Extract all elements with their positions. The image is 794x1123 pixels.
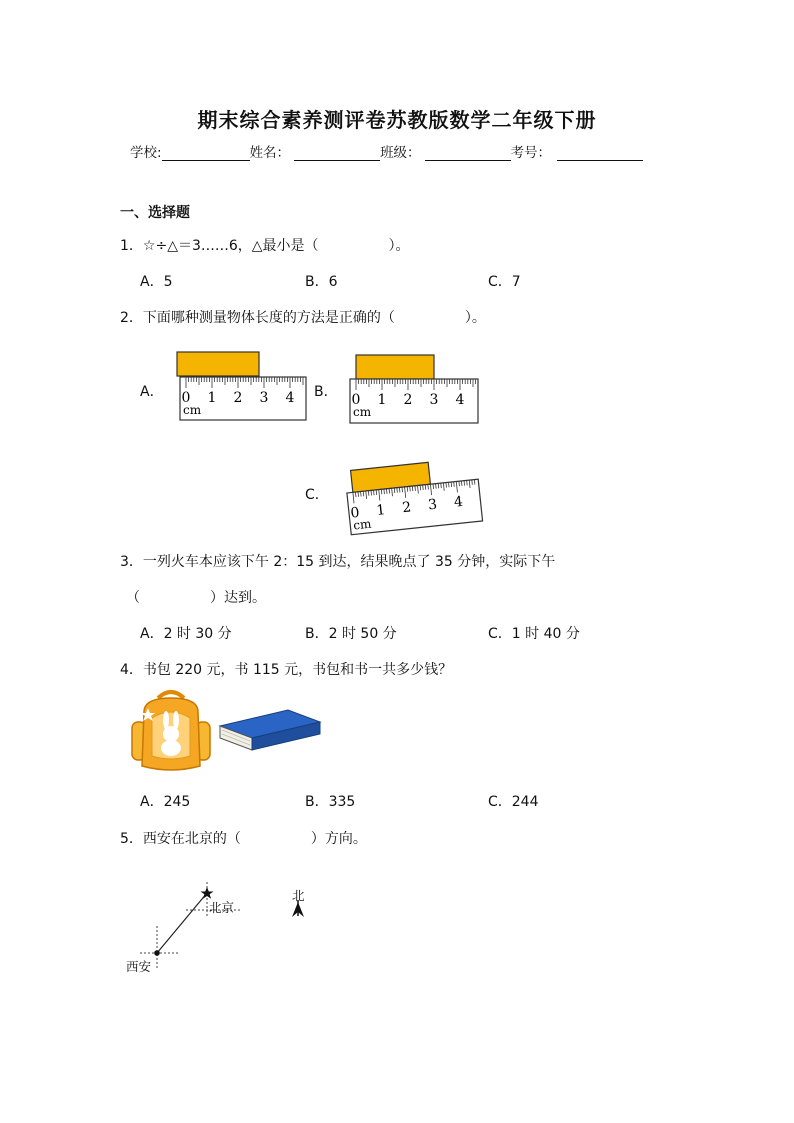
ruler-tick <box>423 485 424 490</box>
ruler-number: 3 <box>259 390 269 406</box>
ruler-tick <box>461 481 462 486</box>
ruler-tick <box>386 489 387 494</box>
ruler-number: 2 <box>401 499 413 517</box>
ruler-tick <box>402 487 403 492</box>
ruler-figure-c <box>344 460 484 534</box>
ruler-tick <box>425 485 426 490</box>
ruler-number: 2 <box>403 392 413 408</box>
q1-option-a[interactable]: A．5 <box>140 274 173 290</box>
ruler-tick <box>415 486 416 491</box>
ruler-number: 2 <box>233 390 243 406</box>
ruler-tick <box>472 480 473 485</box>
ruler-number: 4 <box>285 390 295 406</box>
ruler-tick <box>446 483 447 488</box>
ruler-number: 4 <box>455 392 465 408</box>
ruler-tick <box>436 484 437 489</box>
number-blank[interactable] <box>557 146 643 161</box>
ruler-figure-b <box>346 353 480 425</box>
ruler-unit: cm <box>183 403 202 417</box>
ruler-tick <box>454 482 455 487</box>
ruler-unit: cm <box>353 405 372 419</box>
ruler-tick <box>371 490 372 495</box>
ruler-number: 0 <box>349 504 361 522</box>
question-2: 2．下面哪种测量物体长度的方法是正确的（ ）。 <box>120 310 486 326</box>
xian-label: 西安 <box>126 959 152 974</box>
ruler-tick <box>428 484 429 489</box>
student-info <box>130 141 643 161</box>
name-blank[interactable] <box>294 146 380 161</box>
backpack-image <box>128 688 214 774</box>
ruler-tick <box>389 489 390 494</box>
number-label: 考号： <box>510 145 552 161</box>
ruler-tick <box>384 489 385 494</box>
ruler-tick <box>464 481 465 486</box>
ruler-tick <box>381 489 382 494</box>
north-label: 北 <box>292 888 305 903</box>
ruler-tick <box>407 487 408 492</box>
ruler-tick <box>441 483 442 488</box>
ruler-tick <box>410 486 411 491</box>
ruler-number: 1 <box>375 502 387 519</box>
ruler-b <box>350 379 478 423</box>
q3-option-a[interactable]: A．2 时 30 分 <box>140 626 232 642</box>
xian-dot <box>154 950 160 956</box>
q2-option-b[interactable]: B． <box>314 384 338 400</box>
class-label: 班级： <box>380 145 421 161</box>
ruler-tick <box>420 485 421 490</box>
school-label: 学校: <box>130 145 162 161</box>
ruler-tick <box>358 492 359 497</box>
q4-option-c[interactable]: C．244 <box>488 794 539 810</box>
ruler-number: 1 <box>207 390 217 406</box>
ruler-number: 4 <box>453 493 464 511</box>
q1-option-c[interactable]: C．7 <box>488 274 521 290</box>
ruler-tick <box>363 491 364 496</box>
ruler-tick <box>438 483 439 488</box>
question-1: 1．☆÷△＝3……6，△最小是（ ）。 <box>120 238 410 254</box>
block-b <box>356 355 434 379</box>
question-3-line1: 3．一列火车本应该下午 2：15 到达，结果晚点了 35 分钟，实际下午 <box>120 554 556 570</box>
page-title: 期末综合素养测评卷苏教版数学二年级下册 <box>197 108 597 132</box>
ruler-number: 0 <box>181 390 191 406</box>
ruler-unit: cm <box>352 516 373 533</box>
question-3-line2: （ ）达到。 <box>126 590 266 606</box>
ruler-tick <box>376 490 377 495</box>
ruler-tick <box>433 484 434 489</box>
name-label: 姓名： <box>249 145 291 161</box>
ruler-tick <box>449 482 450 487</box>
ruler-tick <box>459 481 460 486</box>
ruler-number: 3 <box>427 496 438 514</box>
q3-option-b[interactable]: B．2 时 50 分 <box>305 626 397 642</box>
question-4: 4．书包 220 元，书 115 元，书包和书一共多少钱？ <box>120 662 453 678</box>
ruler-number: 1 <box>377 392 387 408</box>
class-blank[interactable] <box>425 146 511 161</box>
section-heading: 一、选择题 <box>120 205 190 221</box>
beijing-label: 北京 <box>209 900 235 915</box>
ruler-number: 0 <box>351 392 361 408</box>
ruler-number: 3 <box>429 392 439 408</box>
block-a <box>177 352 259 376</box>
q4-option-a[interactable]: A．245 <box>140 794 191 810</box>
ruler-tick <box>394 488 395 493</box>
ruler-tick <box>397 488 398 493</box>
q3-option-c[interactable]: C．1 时 40 分 <box>488 626 580 642</box>
ruler-tick <box>412 486 413 491</box>
q4-option-b[interactable]: B．335 <box>305 794 356 810</box>
ruler-a <box>180 377 306 420</box>
ruler-figure-a <box>172 350 308 422</box>
ruler-tick <box>374 490 375 495</box>
q2-option-a[interactable]: A． <box>140 384 164 400</box>
book-image <box>218 706 322 752</box>
ruler-tick <box>368 491 369 496</box>
ruler-tick <box>451 482 452 487</box>
ruler-tick <box>355 492 356 497</box>
ruler-tick <box>474 480 475 485</box>
question-5: 5．西安在北京的（ ）方向。 <box>120 831 367 847</box>
ruler-tick <box>361 492 362 497</box>
ruler-tick <box>399 487 400 492</box>
q2-option-c[interactable]: C． <box>305 487 329 503</box>
school-blank[interactable] <box>162 146 250 161</box>
q1-option-b[interactable]: B．6 <box>305 274 338 290</box>
ruler-tick <box>467 480 468 485</box>
